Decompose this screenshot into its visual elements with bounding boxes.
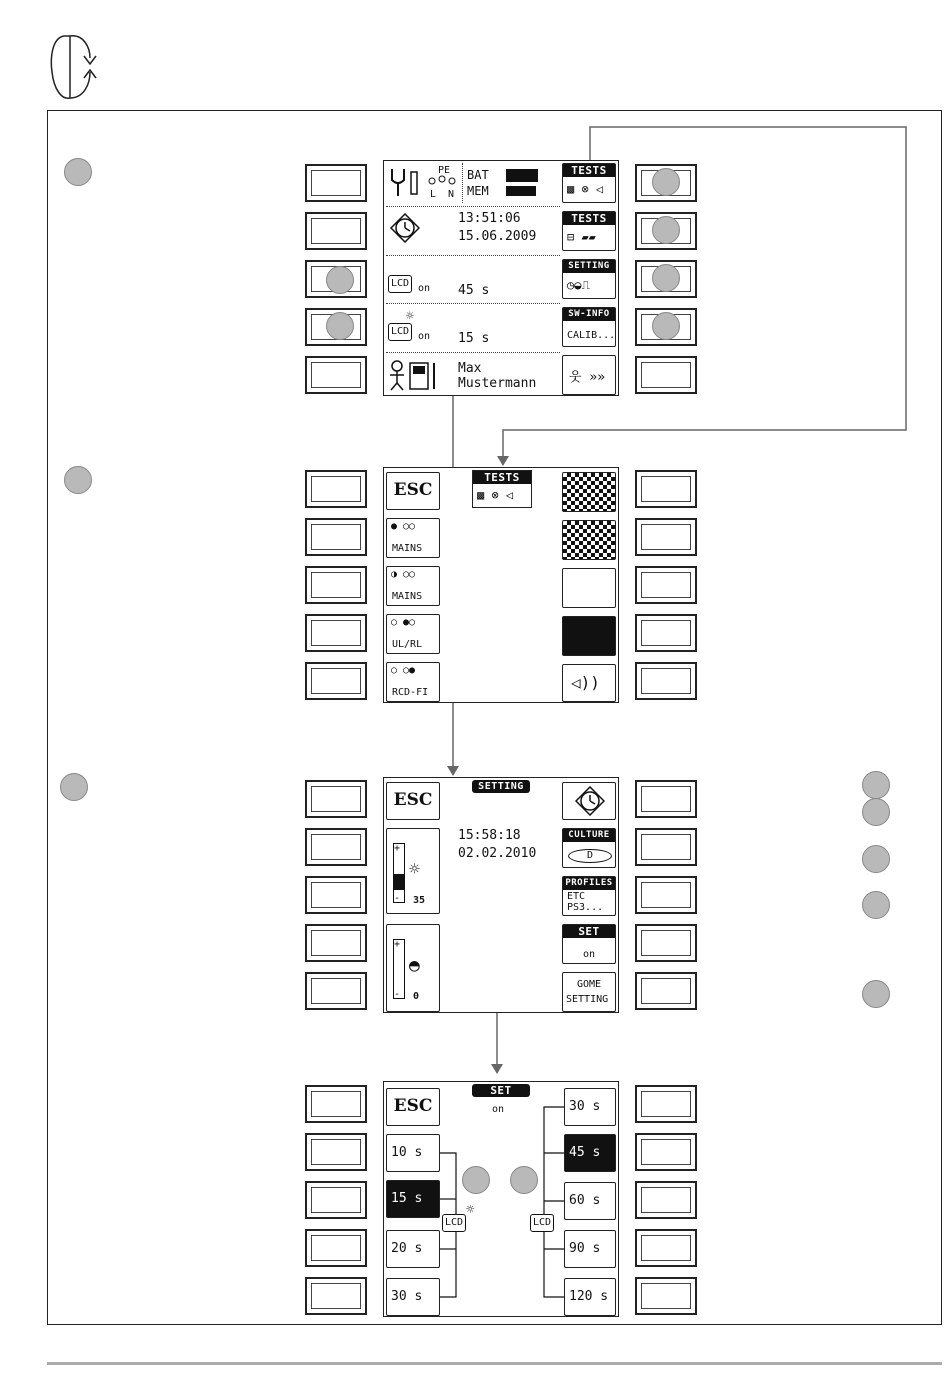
timeout-option-right[interactable]: 120 s xyxy=(564,1278,616,1316)
tests-label: TESTS xyxy=(563,164,615,177)
step-marker xyxy=(60,773,88,801)
hw-key-left-3[interactable] xyxy=(305,1181,367,1219)
set-label: SET xyxy=(563,925,615,938)
sun-icon: ☼ xyxy=(466,1202,475,1218)
timeout-option-left[interactable]: 20 s xyxy=(386,1230,440,1268)
pe-label: PE xyxy=(438,165,451,176)
hw-key-left-1[interactable] xyxy=(305,780,367,818)
step-marker xyxy=(862,891,890,919)
setting-button[interactable] xyxy=(562,259,616,299)
timeout-option-left[interactable]: 10 s xyxy=(386,1134,440,1172)
led-pattern-icon: ○ ●○ xyxy=(391,617,416,628)
hw-key-left-2[interactable] xyxy=(305,828,367,866)
tests-header xyxy=(472,470,532,508)
step-marker xyxy=(462,1166,490,1194)
sun-icon: ☼ xyxy=(406,309,414,324)
clock-date: 15.06.2009 xyxy=(458,229,537,244)
sun-icon: ☼ xyxy=(409,859,420,880)
setting-time: 15:58:18 xyxy=(458,828,521,843)
hw-key-right-2[interactable] xyxy=(635,518,697,556)
minus-label: - xyxy=(394,989,401,1000)
tests-label: TESTS xyxy=(563,212,615,225)
set-button[interactable] xyxy=(562,924,616,964)
ulrl-label: UL/RL xyxy=(392,639,423,650)
hw-key-left-3[interactable] xyxy=(305,876,367,914)
setting-label: SETTING xyxy=(472,780,530,793)
hw-key-left-2[interactable] xyxy=(305,212,367,250)
mem-label: MEM xyxy=(467,184,489,198)
step-marker xyxy=(326,266,354,294)
white-test-button[interactable] xyxy=(562,568,616,608)
ulrl-test-button[interactable] xyxy=(386,614,440,654)
bat-label: BAT xyxy=(467,168,489,182)
on-label: on xyxy=(418,283,431,294)
hw-key-right-2[interactable] xyxy=(635,828,697,866)
profiles-label: PROFILES xyxy=(563,877,615,890)
hw-key-left-4[interactable] xyxy=(305,924,367,962)
rcdfi-label: RCD-FI xyxy=(392,687,429,698)
step-marker xyxy=(652,264,680,292)
profiles-line1: ETC xyxy=(567,891,586,902)
led-pattern-icon: ● ○○ xyxy=(391,521,416,532)
hw-key-right-4[interactable] xyxy=(635,614,697,652)
mains-label: MAINS xyxy=(392,543,423,554)
screen-setting-display xyxy=(383,777,619,1013)
lcd-icon: LCD xyxy=(530,1214,554,1232)
plus-label: + xyxy=(394,939,401,950)
clock-icon xyxy=(390,213,420,243)
user-next-button[interactable] xyxy=(562,355,616,395)
hw-key-left-1[interactable] xyxy=(305,164,367,202)
hw-key-left-5[interactable] xyxy=(305,356,367,394)
setting-label: SETTING xyxy=(563,260,615,273)
hw-key-left-1[interactable] xyxy=(305,1085,367,1123)
l-label: L xyxy=(430,189,437,200)
mains-test-1-button[interactable] xyxy=(386,518,440,558)
mains-test-2-button[interactable] xyxy=(386,566,440,606)
battery-icon xyxy=(506,169,538,182)
hw-key-right-4[interactable] xyxy=(635,1229,697,1267)
checker-speaker-icon: ▩ ⊗ ◁ xyxy=(567,182,604,196)
hw-key-right-5[interactable] xyxy=(635,1277,697,1315)
user-first-name: Max xyxy=(458,361,482,376)
user-last-name: Mustermann xyxy=(458,376,537,391)
timeout-option-left[interactable]: 30 s xyxy=(386,1278,440,1316)
culture-value: D xyxy=(568,849,612,863)
profiles-line2: PS3... xyxy=(567,902,604,913)
timeout-option-right[interactable]: 30 s xyxy=(564,1088,616,1126)
slider-fill xyxy=(394,874,404,890)
battery-icon: ⊟ ▰▰ xyxy=(567,230,596,244)
clock-time: 13:51:06 xyxy=(458,211,521,226)
culture-label: CULTURE xyxy=(563,829,615,842)
hw-key-left-3[interactable] xyxy=(305,566,367,604)
screen-tests-display xyxy=(383,467,619,703)
hw-key-left-4[interactable] xyxy=(305,1229,367,1267)
step-marker xyxy=(64,158,92,186)
timeout-option-left-selected[interactable]: 15 s xyxy=(386,1180,440,1218)
step-marker xyxy=(862,798,890,826)
hw-key-left-1[interactable] xyxy=(305,470,367,508)
contrast-icon: ◓ xyxy=(409,955,420,976)
hw-key-left-2[interactable] xyxy=(305,518,367,556)
hw-key-right-3[interactable] xyxy=(635,876,697,914)
footer-rule xyxy=(47,1362,942,1365)
esc-button[interactable]: ESC xyxy=(386,1088,440,1126)
step-marker xyxy=(652,312,680,340)
checker-speaker-icon: ▩ ⊗ ◁ xyxy=(477,488,514,502)
on-label: on xyxy=(583,949,596,960)
calib-label: CALIB... xyxy=(567,330,616,341)
mains-label: MAINS xyxy=(392,591,423,602)
home-setting-line1: GOME xyxy=(577,979,602,990)
setting-icon: ◷◒⎍ xyxy=(567,278,590,292)
clock-button[interactable] xyxy=(562,782,616,820)
contrast-slider[interactable] xyxy=(386,924,440,1012)
option-bracket-lines xyxy=(384,1082,620,1318)
hw-key-right-1[interactable] xyxy=(635,780,697,818)
step-marker xyxy=(862,980,890,1008)
swinfo-button[interactable] xyxy=(562,307,616,347)
timeout-option-right[interactable]: 60 s xyxy=(564,1182,616,1220)
home-setting-button[interactable] xyxy=(562,972,616,1012)
lcd-on-time: 45 s xyxy=(458,283,490,298)
hw-key-left-2[interactable] xyxy=(305,1133,367,1171)
hw-key-right-5[interactable] xyxy=(635,356,697,394)
on-label: on xyxy=(492,1104,505,1115)
led-pattern-icon: ◑ ○○ xyxy=(391,569,416,580)
step-marker xyxy=(862,771,890,799)
timeout-option-right-selected[interactable]: 45 s xyxy=(564,1134,616,1172)
step-marker xyxy=(326,312,354,340)
hw-key-right-3[interactable] xyxy=(635,1181,697,1219)
set-label: SET xyxy=(472,1084,530,1097)
backlight-time: 15 s xyxy=(458,331,490,346)
user-icon xyxy=(388,359,444,391)
step-marker xyxy=(862,845,890,873)
tests-battery-button[interactable] xyxy=(562,211,616,251)
home-setting-line2: SETTING xyxy=(566,994,609,1005)
step-marker xyxy=(510,1166,538,1194)
hw-key-left-5[interactable] xyxy=(305,972,367,1010)
clock-icon xyxy=(575,786,605,816)
led-pattern-icon: ○ ○● xyxy=(391,665,416,676)
rcdfi-test-button[interactable] xyxy=(386,662,440,702)
culture-button[interactable] xyxy=(562,828,616,868)
checker-test-2-button[interactable] xyxy=(562,520,616,560)
brightness-slider[interactable] xyxy=(386,828,440,914)
esc-button[interactable]: ESC xyxy=(386,472,440,510)
probe-icon xyxy=(389,166,423,198)
hw-key-right-5[interactable] xyxy=(635,972,697,1010)
lcd-icon: LCD xyxy=(388,323,412,341)
hw-key-right-2[interactable] xyxy=(635,1133,697,1171)
lcd-icon: LCD xyxy=(388,275,412,293)
timeout-option-right[interactable]: 90 s xyxy=(564,1230,616,1268)
hw-key-right-4[interactable] xyxy=(635,924,697,962)
black-test-button[interactable] xyxy=(562,616,616,656)
on-label: on xyxy=(418,331,431,342)
step-marker xyxy=(652,216,680,244)
contrast-value: 0 xyxy=(413,991,420,1002)
step-marker xyxy=(64,466,92,494)
hw-key-right-5[interactable] xyxy=(635,662,697,700)
esc-button[interactable]: ESC xyxy=(386,782,440,820)
hw-key-right-1[interactable] xyxy=(635,470,697,508)
hw-key-left-4[interactable] xyxy=(305,614,367,652)
lcd-icon: LCD xyxy=(442,1214,466,1232)
memory-icon xyxy=(506,186,536,196)
n-label: N xyxy=(448,189,455,200)
checker-test-1-button[interactable] xyxy=(562,472,616,512)
tests-button[interactable] xyxy=(562,163,616,203)
profiles-button[interactable] xyxy=(562,876,616,916)
hw-key-right-1[interactable] xyxy=(635,1085,697,1123)
minus-label: - xyxy=(394,893,401,904)
hw-key-right-3[interactable] xyxy=(635,566,697,604)
hw-key-left-5[interactable] xyxy=(305,662,367,700)
screen-main-display xyxy=(383,160,619,396)
screen-set-display xyxy=(383,1081,619,1317)
plus-label: + xyxy=(394,843,401,854)
swinfo-label: SW-INFO xyxy=(563,308,615,321)
user-arrow-icon: 웃 »» xyxy=(569,370,606,385)
step-marker xyxy=(652,168,680,196)
speaker-test-button[interactable] xyxy=(562,664,616,702)
brightness-value: 35 xyxy=(413,895,426,906)
hw-key-left-5[interactable] xyxy=(305,1277,367,1315)
tests-label: TESTS xyxy=(473,471,531,484)
speaker-icon: ◁)) xyxy=(571,673,600,692)
setting-date: 02.02.2010 xyxy=(458,846,537,861)
